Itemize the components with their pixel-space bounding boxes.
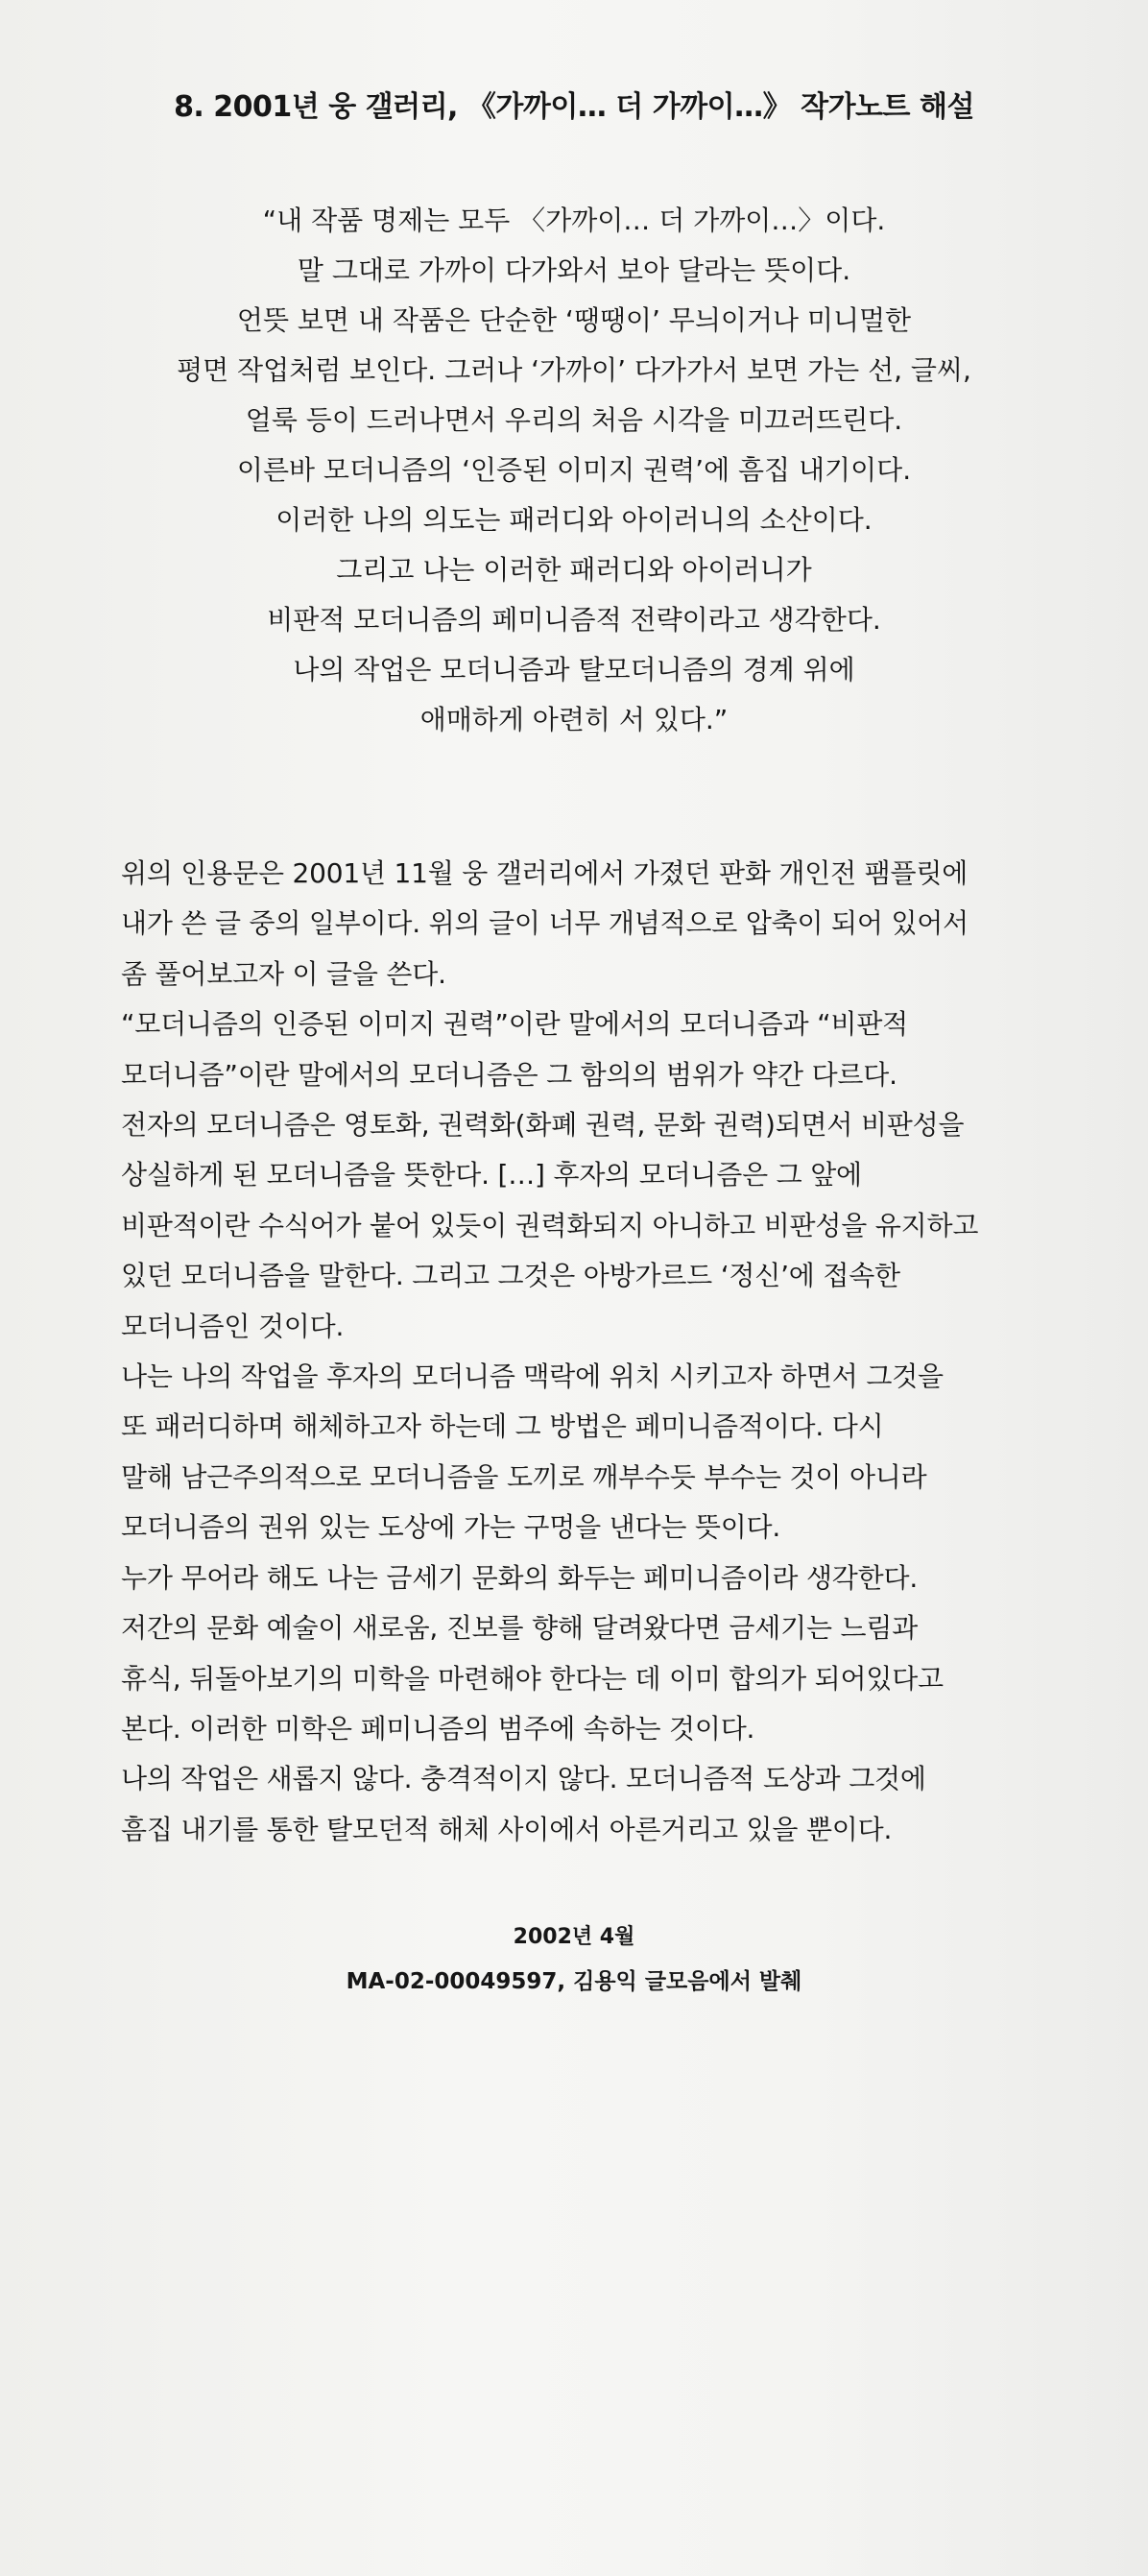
- body-line: 내가 쓴 글 중의 일부이다. 위의 글이 너무 개념적으로 압축이 되어 있어서: [121, 907, 969, 940]
- body-line: 모더니즘인 것이다.: [121, 1310, 345, 1342]
- quote-line: 언뜻 보면 내 작품은 단순한 ‘땡땡이’ 무늬이거나 미니멀한: [236, 304, 912, 336]
- body-line: 누가 무어라 해도 나는 금세기 문화의 화두는 페미니즘이라 생각한다.: [121, 1561, 919, 1594]
- body-line: 위의 인용문은 2001년 11월 웅 갤러리에서 가졌던 판화 개인전 팸플릿에: [121, 857, 969, 889]
- body-line: 비판적이란 수식어가 붙어 있듯이 권력화되지 아니하고 비판성을 유지하고: [121, 1209, 979, 1241]
- signature-block: [0, 1920, 1148, 2001]
- body-line: 상실하게 된 모더니즘을 뜻한다. […] 후자의 모더니즘은 그 앞에: [121, 1159, 862, 1192]
- body-line: 나는 나의 작업을 후자의 모더니즘 맥락에 위치 시키고자 하면서 그것을: [121, 1360, 944, 1393]
- body-line: 본다. 이러한 미학은 페미니즘의 범주에 속하는 것이다.: [121, 1712, 755, 1745]
- body-line: 모더니즘”이란 말에서의 모더니즘은 그 함의의 범위가 약간 다르다.: [121, 1058, 897, 1091]
- body-line: 전자의 모더니즘은 영토화, 권력화(화폐 권력, 문화 권력)되면서 비판성을: [121, 1109, 965, 1142]
- page-title: 8. 2001년 웅 갤러리, 《가까이… 더 가까이…》 작가노트 해설: [174, 90, 974, 124]
- body-line: 나의 작업은 새롭지 않다. 충격적이지 않다. 모더니즘적 도상과 그것에: [121, 1763, 926, 1795]
- signature-source: MA-02-00049597, 김용익 글모음에서 발췌: [346, 1969, 802, 1994]
- signature-date: 2002년 4월: [513, 1925, 635, 1949]
- quote-line: 이른바 모더니즘의 ‘인증된 이미지 권력’에 흠집 내기이다.: [236, 454, 912, 486]
- quote-line: 애매하게 아련히 서 있다.”: [419, 704, 729, 735]
- body-line: 또 패러디하며 해체하고자 하는데 그 방법은 페미니즘적이다. 다시: [121, 1410, 884, 1443]
- quote-line: 이러한 나의 의도는 패러디와 아이러니의 소산이다.: [275, 504, 873, 536]
- quote-line: 비판적 모더니즘의 페미니즘적 전략이라고 생각한다.: [267, 604, 881, 636]
- body-line: 모더니즘의 권위 있는 도상에 가는 구멍을 낸다는 뜻이다.: [121, 1511, 781, 1544]
- body-line: 저간의 문화 예술이 새로움, 진보를 향해 달려왔다면 금세기는 느림과: [121, 1612, 919, 1645]
- body-line: 흠집 내기를 통한 탈모던적 해체 사이에서 아른거리고 있을 뿐이다.: [121, 1813, 893, 1845]
- quote-line: 평면 작업처럼 보인다. 그러나 ‘가까이’ 다가가서 보면 가는 선, 글씨,: [177, 354, 971, 386]
- quote-line: 말 그대로 가까이 다가와서 보아 달라는 뜻이다.: [297, 254, 851, 286]
- body-line: “모더니즘의 인증된 이미지 권력”이란 말에서의 모더니즘과 “비판적: [121, 1008, 909, 1041]
- body-text: [121, 849, 1033, 1855]
- quote-line: 나의 작업은 모더니즘과 탈모더니즘의 경계 위에: [293, 654, 855, 686]
- quote-line: 얼룩 등이 드러나면서 우리의 처음 시각을 미끄러뜨린다.: [245, 404, 903, 436]
- quote-line: 그리고 나는 이러한 패러디와 아이러니가: [336, 554, 812, 586]
- body-line: 있던 모더니즘을 말한다. 그리고 그것은 아방가르드 ‘정신’에 접속한: [121, 1260, 900, 1292]
- body-line: 휴식, 뒤돌아보기의 미학을 마련해야 한다는 데 이미 합의가 되어있다고: [121, 1662, 944, 1695]
- quote-line: “내 작품 명제는 모두 〈가까이… 더 가까이…〉이다.: [262, 205, 886, 236]
- body-line: 말해 남근주의적으로 모더니즘을 도끼로 깨부수듯 부수는 것이 아니라: [121, 1460, 927, 1493]
- artist-quote: [125, 196, 1023, 745]
- body-line: 좀 풀어보고자 이 글을 쓴다.: [121, 957, 446, 990]
